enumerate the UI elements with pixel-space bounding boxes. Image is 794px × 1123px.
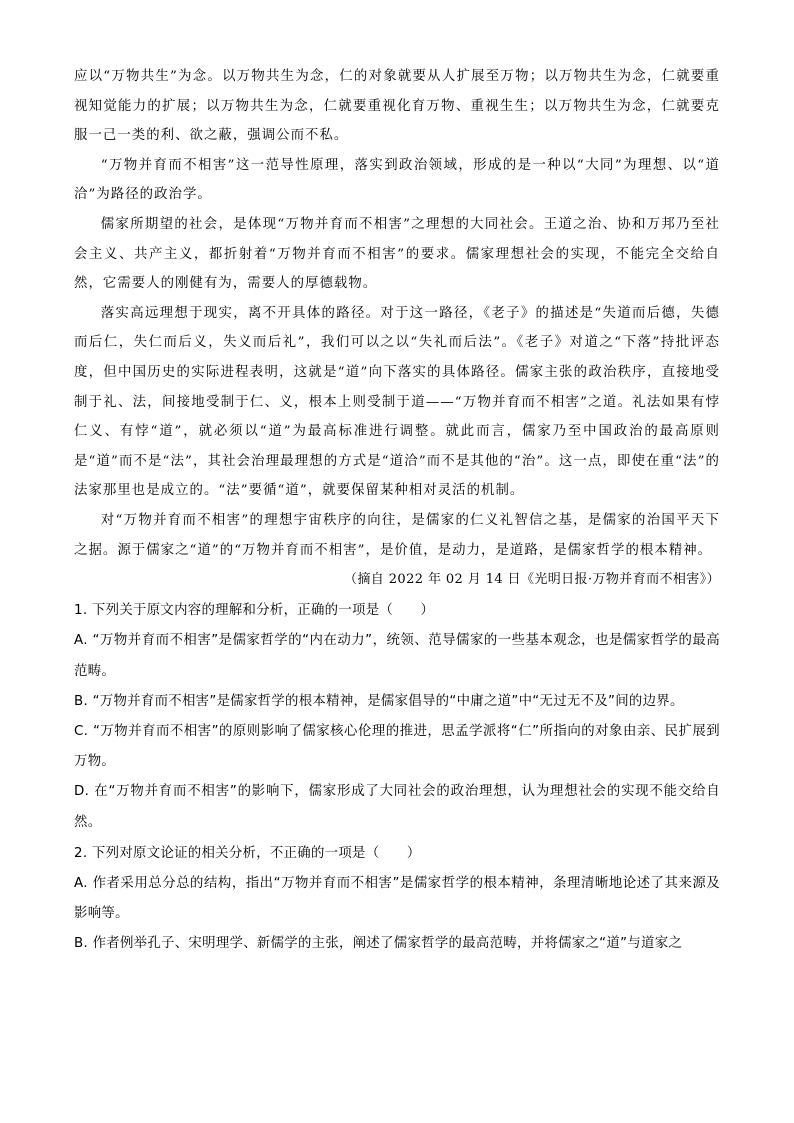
passage-paragraph-1: 应以“万物共生”为念。以万物共生为念，仁的对象就要从人扩展至万物；以万物共生为念，仁就要重视知觉能力的扩展；以万物共生为念，仁就要重视化育万物、重视生生；以万物共生为念，仁就要克服一己一类的利、欲之蔽，强调公而不私。 <box>74 69 720 144</box>
question-1-option-b: B. “万物并育而不相害”是儒家哲学的根本精神，是儒家倡导的“中庸之道”中“无过无不及”间的边界。 <box>74 693 684 709</box>
question-1-option-c: C. “万物并育而不相害”的原则影响了儒家核心伦理的推进，思孟学派将“仁”所指向的对象由亲、民扩展到万物。 <box>74 723 720 770</box>
question-2-option-b: B. 作者例举孔子、宋明理学、新儒学的主张，阐述了儒家哲学的最高范畴，并将儒家之“道”与道家之 <box>74 936 683 952</box>
question-1-option-a: A. “万物并育而不相害”是儒家哲学的“内在动力”，统领、范导儒家的一些基本观念，也是儒家哲学的最高范畴。 <box>74 633 720 679</box>
document-page <box>74 62 720 960</box>
question-1-stem: 1. 下列关于原文内容的理解和分析，正确的一项是（ ） <box>74 603 435 619</box>
question-1-option-d: D. 在“万物并育而不相害”的影响下，儒家形成了大同社会的政治理想，认为理想社会的实现不能交给自然。 <box>74 784 720 830</box>
source-citation: （摘自 2022 年 02 月 14 日《光明日报·万物并育而不相害》） <box>344 572 720 588</box>
question-2-option-a: A. 作者采用总分总的结构，指出“万物并育而不相害”是儒家哲学的根本精神，条理清晰地论述了其来源及影响等。 <box>74 875 720 922</box>
question-2-stem: 2. 下列对原文论证的相关分析，不正确的一项是（ ） <box>74 845 421 861</box>
passage-paragraph-2: “万物并育而不相害”这一范导性原理，落实到政治领域，形成的是一种以“大同”为理想、以“道洽”为路径的政治学。 <box>74 157 720 203</box>
passage-paragraph-3: 儒家所期望的社会，是体现“万物并育而不相害”之理想的大同社会。王道之治、协和万邦乃至社会主义、共产主义，都折射着“万物并育而不相害”的要求。儒家理想社会的实现，不能完全交给自然，它需要人的刚健有为，需要人的厚德载物。 <box>74 216 720 292</box>
passage-paragraph-4: 落实高远理想于现实，离不开具体的路径。对于这一路径，《老子》的描述是“失道而后德，失德而后仁，失仁而后义，失义而后礼”，我们可以之以“失礼而后法”。《老子》对道之“下落”持批评态度，但中国历史的实际进程表明，这就是“道”向下落实的具体路径。儒家主张的政治秩序，直接地受制于礼、法，间接地受制于仁、义，根本上则受制于道——“万物并育而不相害”之道。礼法如果有悖仁义、有悖“道”，就必须以“道”为最高标准进行调整。就此而言，儒家乃至中国政治的最高原则是“道”而不是“法”，其社会治理最理想的方式是“道洽”而不是其他的“治”。这一点，即使在重“法”的法家那里也是成立的。“法”要循“道”，就要保留某种相对灵活的机制。 <box>74 305 720 499</box>
passage-paragraph-5: 对“万物并育而不相害”的理想宇宙秩序的向往，是儒家的仁义礼智信之基，是儒家的治国平天下之据。源于儒家之“道”的“万物并育而不相害”，是价值，是动力，是道路，是儒家哲学的根本精神。 <box>74 512 720 558</box>
